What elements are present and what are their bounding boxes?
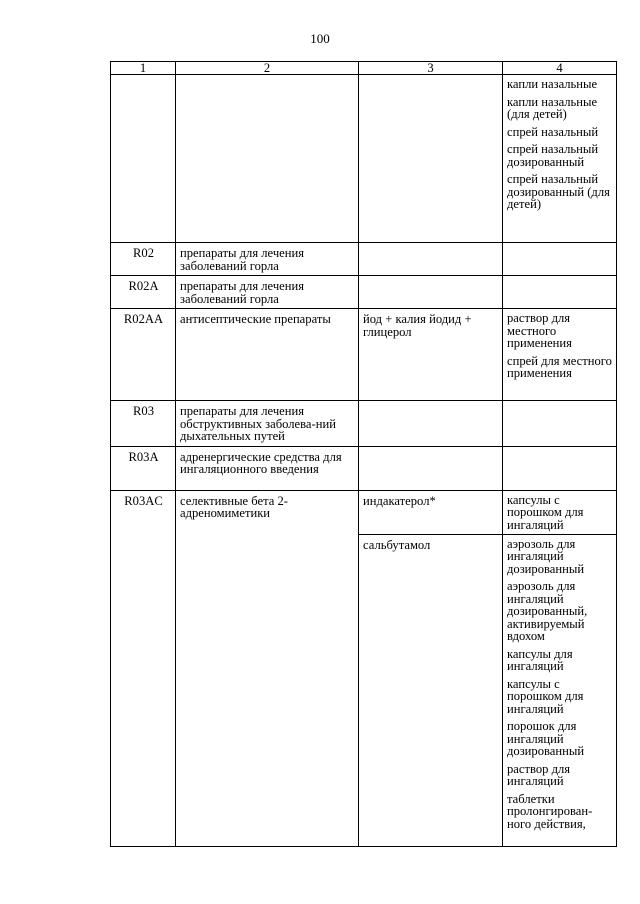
table-row [111,243,617,276]
dosage-form-item: раствор для ингаляций [507,761,571,788]
column-header-3: 3 [359,62,503,75]
table-row [111,490,617,534]
table-row [111,446,617,490]
dosage-forms-cell [503,276,617,309]
dosage-forms-cell [503,534,617,846]
dosage-forms-cell [503,75,617,243]
drug-cell [359,276,503,309]
dosage-form-item: капли назальные (для детей) [507,94,598,121]
dosage-form-item: капсулы с порошком для ингаляций [507,492,584,532]
dosage-forms-cell [503,401,617,447]
atc-code-cell: R02A [111,276,176,309]
dosage-form-item: порошок для ингаляций дозированный [507,719,585,758]
dosage-form-item: капли назальные [507,77,598,91]
drug-table [110,61,617,847]
table-row [111,401,617,447]
table-row [111,75,617,243]
dosage-form-item: капсулы с порошком для ингаляций [507,676,584,716]
column-header-2: 2 [176,62,359,75]
drug-cell: йод + калия йодид + глицерол [359,309,503,401]
page-number: 100 [310,31,330,46]
drug-cell [359,243,503,276]
column-header-4: 4 [503,62,617,75]
dosage-form-item: таблетки пролонгирован-ного действия, [507,791,593,831]
table-row [111,309,617,401]
column-header-1: 1 [111,62,176,75]
drug-cell: сальбутамол [359,534,503,846]
dosage-forms-cell [503,243,617,276]
group-cell: препараты для лечения обструктивных заболева-ний дыхательных путей [176,401,359,447]
dosage-form-item: аэрозоль для ингаляций дозированный [507,536,585,576]
group-cell [176,75,359,243]
group-cell: антисептические препараты [176,309,359,401]
dosage-forms-cell [503,446,617,490]
group-cell: препараты для лечения заболеваний горла [176,243,359,276]
table-row [111,276,617,309]
group-cell: селективные бета 2-адреномиметики [176,490,359,846]
atc-code-cell: R03AC [111,490,176,846]
dosage-form-item: спрей для местного применения [507,353,612,380]
atc-code-cell: R02 [111,243,176,276]
atc-code-cell: R03A [111,446,176,490]
dosage-forms-cell [503,309,617,401]
dosage-form-item: капсулы для ингаляций [507,646,573,673]
dosage-form-item: раствор для местного применения [507,311,572,350]
drug-cell [359,401,503,447]
dosage-form-item: спрей назальный дозированный (для детей) [507,172,610,211]
dosage-form-item: спрей назальный [507,124,599,139]
drug-cell [359,446,503,490]
group-cell: адренергические средства для ингаляционного введения [176,446,359,490]
drug-cell: индакатерол* [359,490,503,534]
dosage-form-item: спрей назальный дозированный [507,142,599,169]
atc-code-cell: R03 [111,401,176,447]
dosage-forms-cell [503,490,617,534]
table-header-row [111,62,617,75]
dosage-form-item: аэрозоль для ингаляций дозированный, активируемый вдохом [507,579,588,643]
group-cell: препараты для лечения заболеваний горла [176,276,359,309]
atc-code-cell: R02AA [111,309,176,401]
atc-code-cell [111,75,176,243]
drug-cell [359,75,503,243]
